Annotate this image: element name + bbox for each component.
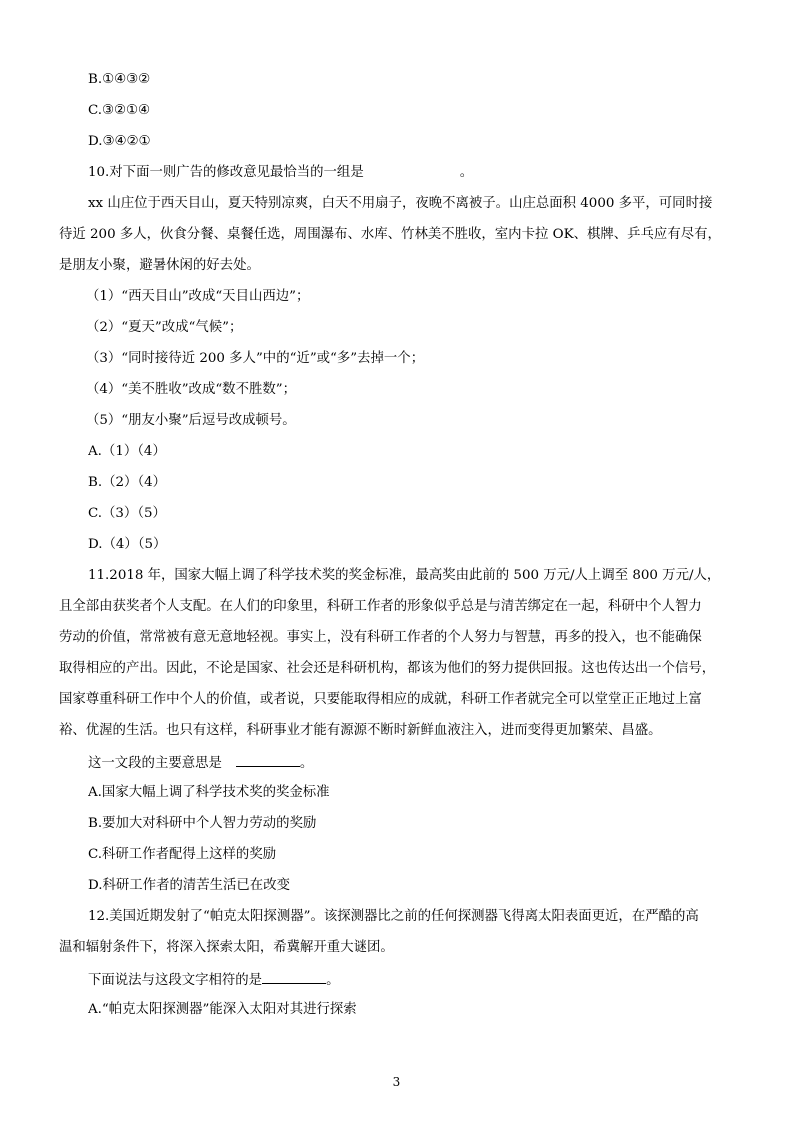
paragraph-line: 待近 200 多人，伙食分餐、桌餐任选，周围瀑布、水库、竹林美不胜收，室内卡拉 OK、棋牌、乒乓应有尽有， bbox=[59, 227, 721, 242]
question-suffix: 。 bbox=[299, 756, 314, 771]
paragraph-line: 温和辐射条件下，将深入探索太阳，希冀解开重大谜团。 bbox=[59, 940, 394, 955]
question-suffix: 。 bbox=[326, 973, 340, 988]
option-line: C.（3）（5） bbox=[88, 506, 166, 521]
option-line: D.（4）（5） bbox=[88, 537, 167, 552]
option-line: B.要加大对科研中个人智力劳动的奖励 bbox=[88, 816, 317, 831]
question-text: 这一文段的主要意思是 bbox=[88, 756, 222, 771]
answer-blank bbox=[262, 969, 326, 984]
paragraph-line: xx 山庄位于西天目山，夏天特别凉爽，白天不用扇子，夜晚不离被子。山庄总面积 4000 多平，可同时接 bbox=[88, 196, 713, 211]
suggestion-line: （5）“朋友小聚”后逗号改成顿号。 bbox=[86, 413, 296, 428]
question-text: 10.对下面一则广告的修改意见最恰当的一组是 bbox=[88, 165, 364, 180]
paragraph-line: 国家尊重科研工作中个人的价值，或者说，只要能取得相应的成就，科研工作者就完全可以堂堂正正地过上富 bbox=[59, 692, 702, 707]
question-stem bbox=[88, 752, 748, 774]
option-line: A.国家大幅上调了科学技术奖的奖金标准 bbox=[88, 785, 330, 800]
suggestion-line: （3）“同时接待近 200 多人”中的“近”或“多”去掉一个； bbox=[86, 351, 425, 366]
option-line: D.科研工作者的清苦生活已在改变 bbox=[88, 878, 290, 893]
question-text: 下面说法与这段文字相符的是 bbox=[88, 973, 263, 988]
suggestion-line: （2）“夏天”改成“气候”； bbox=[86, 320, 243, 335]
option-line: C.③②①④ bbox=[88, 103, 151, 118]
page-number: 3 bbox=[392, 1075, 401, 1089]
paragraph-line: 且全部由获奖者个人支配。在人们的印象里，科研工作者的形象似乎总是与清苦绑定在一起，科研中个人智力 bbox=[59, 599, 702, 614]
option-line: D.③④②① bbox=[88, 134, 151, 149]
question-stem bbox=[88, 969, 748, 991]
option-line: B.（2）（4） bbox=[88, 475, 166, 490]
question-stem bbox=[88, 163, 748, 183]
paragraph-line: 11.2018 年，国家大幅上调了科学技术奖的奖金标准，最高奖由此前的 500 万元/人上调至 800 万元/人， bbox=[88, 568, 721, 583]
option-line: B.①④③② bbox=[88, 72, 151, 87]
paragraph-line: 12.美国近期发射了“帕克太阳探测器”。该探测器比之前的任何探测器飞得离太阳表面更近，在严酷的高 bbox=[88, 909, 699, 924]
paragraph-line: 是朋友小聚，避暑休闲的好去处。 bbox=[59, 258, 260, 273]
option-line: A.（1）（4） bbox=[88, 444, 166, 459]
suggestion-line: （4）“美不胜收”改成“数不胜数”； bbox=[86, 382, 296, 397]
question-suffix: 。 bbox=[459, 165, 474, 180]
paragraph-line: 裕、优渥的生活。也只有这样，科研事业才能有源源不断时新鲜血液注入，进而变得更加繁荣、昌盛。 bbox=[59, 723, 662, 738]
option-line: A.“帕克太阳探测器”能深入太阳对其进行探索 bbox=[88, 1002, 357, 1017]
suggestion-line: （1）“西天目山”改成“天目山西边”； bbox=[86, 289, 310, 304]
option-line: C.科研工作者配得上这样的奖励 bbox=[88, 847, 277, 862]
answer-blank bbox=[236, 752, 300, 767]
paragraph-line: 取得相应的产出。因此，不论是国家、社会还是科研机构，都该为他们的努力提供回报。这也传达出一个信号， bbox=[59, 661, 716, 676]
paragraph-line: 劳动的价值，常常被有意无意地轻视。事实上，没有科研工作者的个人努力与智慧，再多的投入，也不能确保 bbox=[59, 630, 702, 645]
